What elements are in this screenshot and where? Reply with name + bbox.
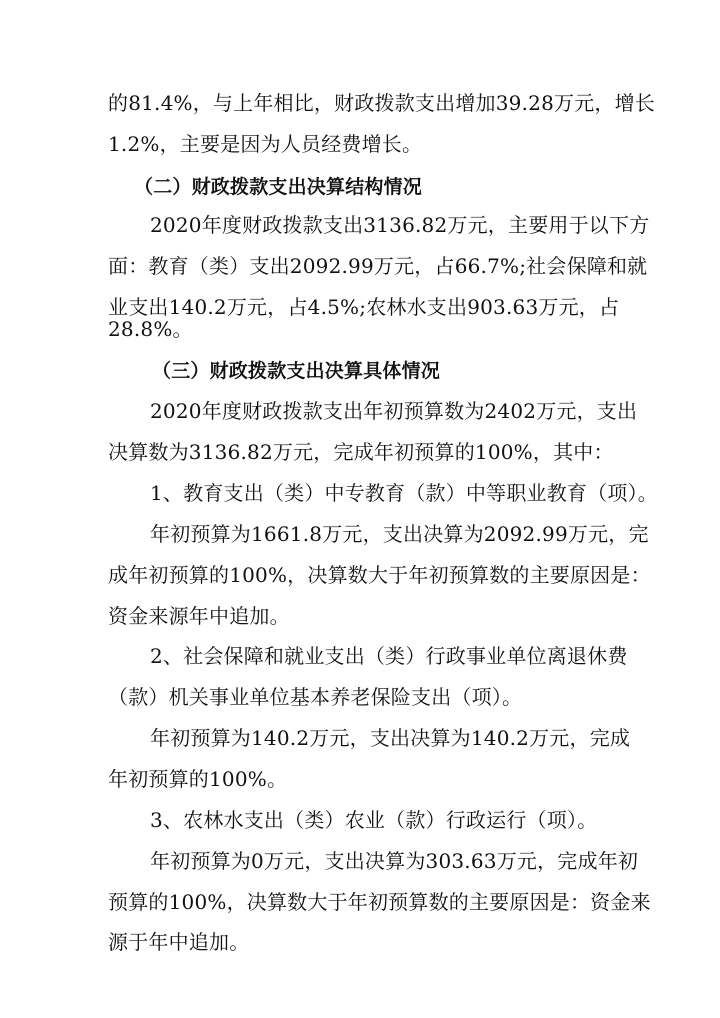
item-heading-2: 2、社会保障和就业支出（类）行政事业单位离退休费 <box>150 644 628 668</box>
item-heading-1: 1、教育支出（类）中专教育（款）中等职业教育（项）。 <box>150 481 658 505</box>
text-line: 预算的100%，决算数大于年初预算数的主要原因是：资金来 <box>108 890 651 914</box>
text-line: （款）机关事业单位基本养老保险支出（项）。 <box>108 685 523 709</box>
text-line: 面：教育（类）支出2092.99万元，占66.7%;社会保障和就 <box>108 254 648 278</box>
section-heading-3: （三）财政拨款支出决算具体情况 <box>152 360 441 382</box>
text-line: 的81.4%，与上年相比，财政拨款支出增加39.28万元，增长 <box>108 91 655 115</box>
text-line: 源于年中追加。 <box>108 930 250 954</box>
text-line: 决算数为3136.82万元，完成年初预算的100%，其中： <box>108 440 614 464</box>
text-line: 年初预算为0万元，支出决算为303.63万元，完成年初 <box>150 849 639 873</box>
item-heading-3: 3、农林水支出（类）农业（款）行政运行（项）。 <box>150 808 598 832</box>
text-line: 2020年度财政拨款支出年初预算数为2402万元，支出 <box>150 399 638 423</box>
text-line: 年初预算的100%。 <box>108 767 288 791</box>
section-heading-2: （二）财政拨款支出决算结构情况 <box>134 176 423 198</box>
text-line: 年初预算为140.2万元，支出决算为140.2万元，完成 <box>150 726 631 750</box>
text-line: 1.2%，主要是因为人员经费增长。 <box>108 132 423 156</box>
text-line: 年初预算为1661.8万元，支出决算为2092.99万元，完 <box>150 522 649 546</box>
text-line: 资金来源年中追加。 <box>108 604 290 628</box>
text-line: 成年初预算的100%，决算数大于年初预算数的主要原因是： <box>108 563 651 587</box>
text-line: 业支出140.2万元，占4.5%;农林水支出903.63万元，占 <box>108 295 620 319</box>
text-line: 28.8%。 <box>108 317 193 341</box>
text-line: 2020年度财政拨款支出3136.82万元，主要用于以下方 <box>150 213 650 237</box>
